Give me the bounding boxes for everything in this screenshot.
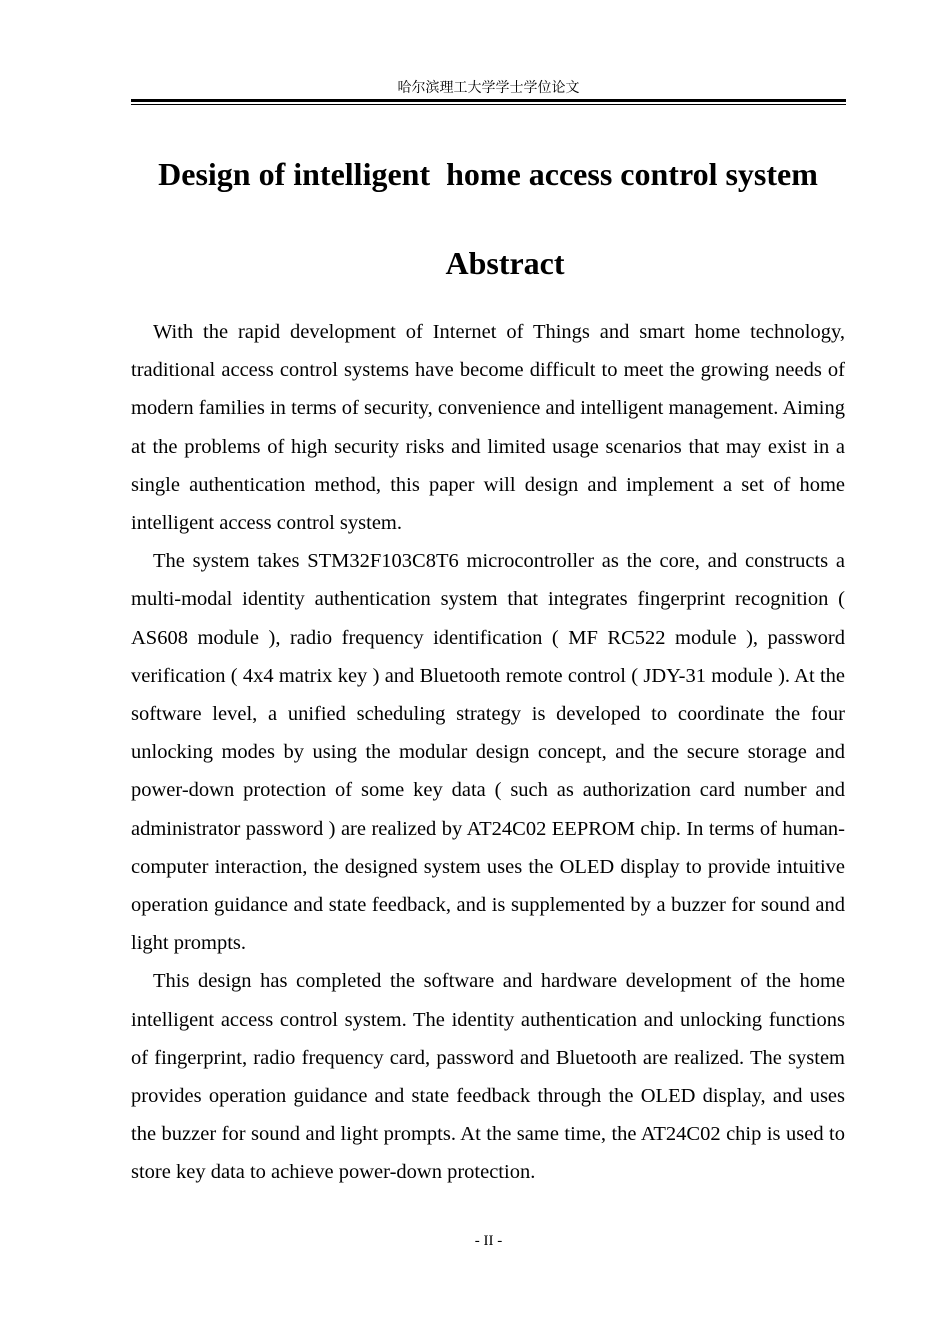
- abstract-paragraph: This design has completed the software and hardware development of the home intelligent access control system. The identity authentication and unlocking functions of fingerprint, radio frequency card, password and Bluetooth are realized. The system provides operation guidance and state feedback through the OLED display, and uses the buzzer for sound and light prompts. At the same time, the AT24C02 chip is used to store key data to achieve power-down protection.: [131, 970, 845, 1184]
- header-rule: [131, 99, 846, 102]
- abstract-paragraph: With the rapid development of Internet of Things and smart home technology, traditional access control systems have become difficult to meet the growing needs of modern families in terms of security, convenience and intelligent management. Aiming at the problems of high security risks and limited usage scenarios that may exist in a single authentication method, this paper will design and implement a set of home intelligent access control system.: [131, 321, 845, 535]
- page-number: - II -: [474, 1233, 503, 1249]
- abstract-paragraph: The system takes STM32F103C8T6 microcontroller as the core, and constructs a multi-modal identity authentication system that integrates fingerprint recognition ( AS608 module ), radio frequency identification ( MF RC522 module ), password verification ( 4x4 matrix key ) and Bluetooth remote control ( JDY-31 module ). At the software level, a unified scheduling strategy is developed to coordinate the four unlocking modes by using the modular design concept, and the secure storage and power-down protection of some key data ( such as authorization card number and administrator password ) are realized by AT24C02 EEPROM chip. In terms of human-computer interaction, the designed system uses the OLED display to provide intuitive operation guidance and state feedback, and is supplemented by a buzzer for sound and light prompts.: [131, 550, 845, 955]
- header-rule-thin: [131, 104, 846, 105]
- abstract-heading: Abstract: [445, 245, 565, 281]
- abstract-body: [131, 313, 845, 1192]
- paper-title: Design of intelligent home access control system: [158, 156, 818, 192]
- running-header: 哈尔滨理工大学学士学位论文: [397, 80, 580, 96]
